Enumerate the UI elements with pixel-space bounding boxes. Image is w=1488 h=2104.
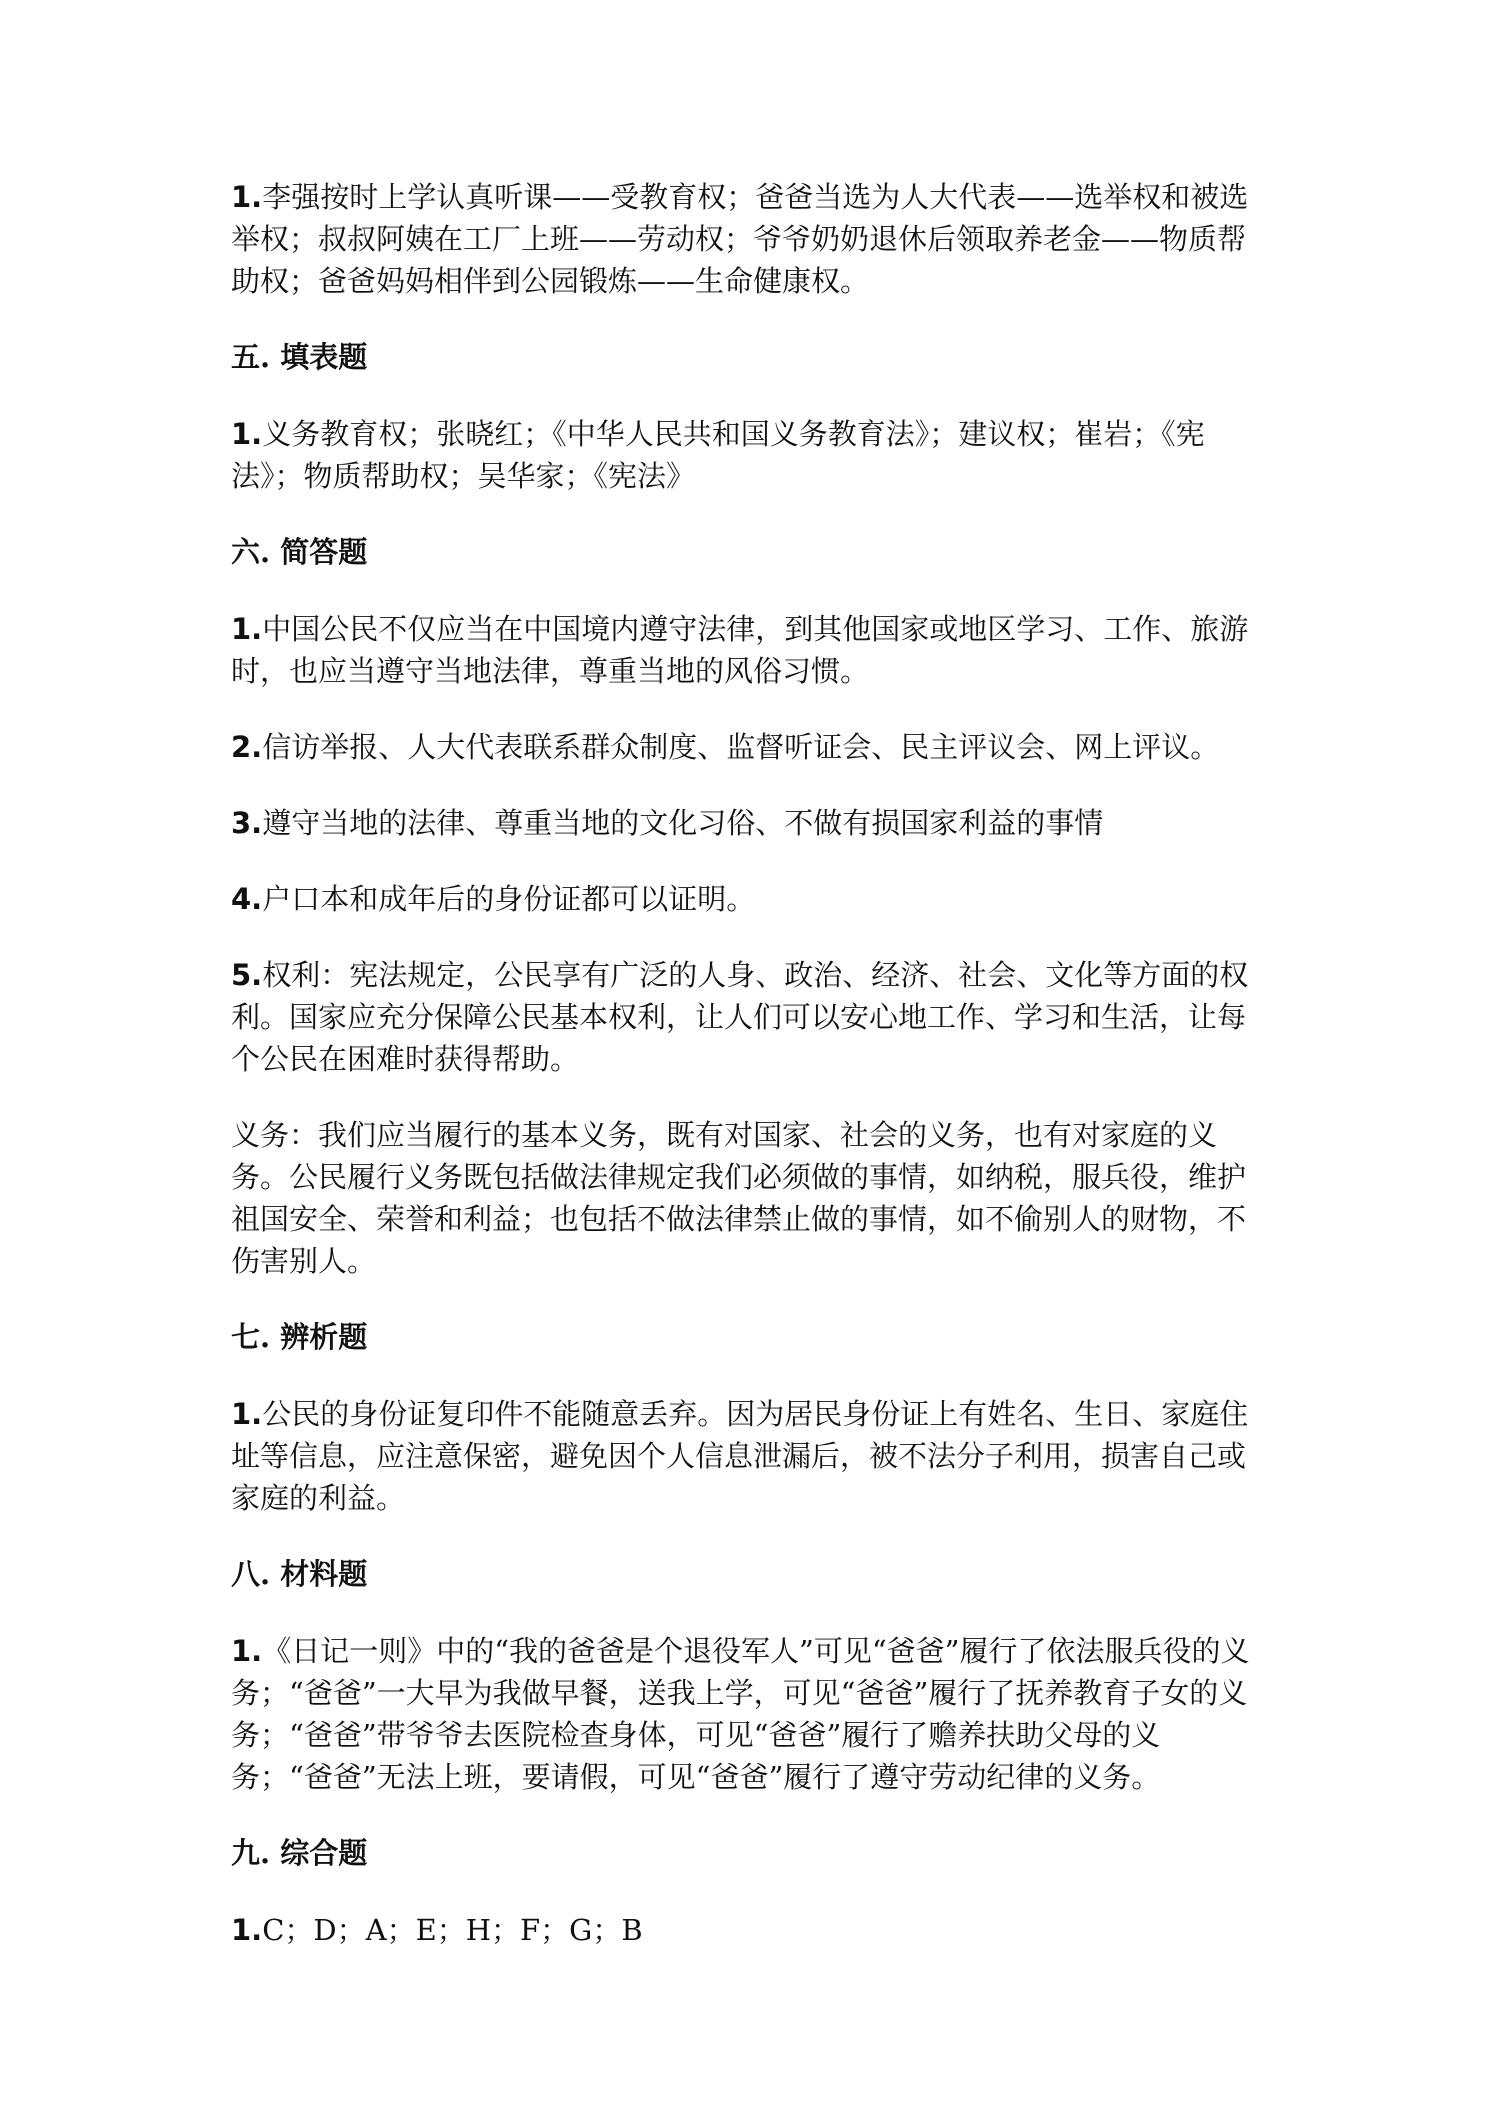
section7-title: 七. 辨析题 [231, 1320, 368, 1354]
answer-number: 4. [231, 882, 263, 916]
answer-number: 2. [231, 730, 263, 764]
answer-number: 5. [231, 958, 263, 992]
section7-answer-1 [231, 1393, 1261, 1519]
answer-number: 1. [231, 417, 263, 451]
section6-answer-4 [231, 878, 1261, 920]
answer-document [231, 176, 1261, 1951]
answer-number: 1. [231, 1397, 263, 1431]
section6-answer-5 [231, 954, 1261, 1080]
answer-text: 遵守当地的法律、尊重当地的文化习俗、不做有损国家利益的事情 [262, 806, 1104, 840]
answer-text: 信访举报、人大代表联系群众制度、监督听证会、民主评议会、网上评议。 [262, 730, 1220, 764]
answer-text: 《日记一则》中的“我的爸爸是个退役军人”可见“爸爸”履行了依法服兵役的义务；“爸爸”一大早为我做早餐，送我上学，可见“爸爸”履行了抚养教育子女的义务；“爸爸”带爷爷去医院检查身体，可见“爸爸”履行了赡养扶助父母的义务；“爸爸”无法上班，要请假，可见“爸爸”履行了遵守劳动纪律的义务。 [231, 1634, 1250, 1794]
answer-text: 公民的身份证复印件不能随意丢弃。因为居民身份证上有姓名、生日、家庭住址等信息，应注意保密，避免因个人信息泄漏后，被不法分子利用，损害自己或家庭的利益。 [231, 1397, 1249, 1515]
answer-number: 1. [231, 180, 263, 214]
answer-text: 李强按时上学认真听课——受教育权；爸爸当选为人大代表——选举权和被选举权；叔叔阿姨在工厂上班——劳动权；爷爷奶奶退休后领取养老金——物质帮助权；爸爸妈妈相伴到公园锻炼——生命健康权。 [231, 180, 1249, 298]
section8-title: 八. 材料题 [231, 1557, 368, 1591]
section9-answer-1 [231, 1909, 1261, 1951]
section9-title: 九. 综合题 [231, 1836, 368, 1870]
section6-answer-5-duty: 义务：我们应当履行的基本义务，既有对国家、社会的义务，也有对家庭的义务。公民履行义务既包括做法律规定我们必须做的事情，如纳税，服兵役，维护祖国安全、荣誉和利益；也包括不做法律禁止做的事情，如不偷别人的财物，不伤害别人。 [231, 1118, 1247, 1278]
answer-number: 3. [231, 806, 263, 840]
answer-text: 义务教育权；张晓红；《中华人民共和国义务教育法》；建议权；崔岩；《宪法》；物质帮助权；吴华家；《宪法》 [231, 417, 1205, 493]
section5-title: 五. 填表题 [231, 340, 368, 374]
section4-answer-1 [231, 176, 1261, 302]
answer-text: 权利：宪法规定，公民享有广泛的人身、政治、经济、社会、文化等方面的权利。国家应充分保障公民基本权利，让人们可以安心地工作、学习和生活，让每个公民在困难时获得帮助。 [231, 958, 1249, 1076]
answer-text: 中国公民不仅应当在中国境内遵守法律，到其他国家或地区学习、工作、旅游时，也应当遵守当地法律，尊重当地的风俗习惯。 [231, 612, 1249, 688]
section6-title: 六. 简答题 [231, 535, 368, 569]
answer-number: 1. [231, 1634, 263, 1668]
section6-answer-2 [231, 726, 1261, 768]
section8-answer-1 [231, 1630, 1261, 1798]
answer-text: 户口本和成年后的身份证都可以证明。 [262, 882, 756, 916]
section5-answer-1 [231, 413, 1261, 497]
section6-answer-1 [231, 608, 1261, 692]
answer-number: 1. [231, 1913, 263, 1947]
section6-answer-3 [231, 802, 1261, 844]
answer-number: 1. [231, 612, 263, 646]
answer-text: C；D；A；E；H；F；G；B [262, 1913, 643, 1947]
